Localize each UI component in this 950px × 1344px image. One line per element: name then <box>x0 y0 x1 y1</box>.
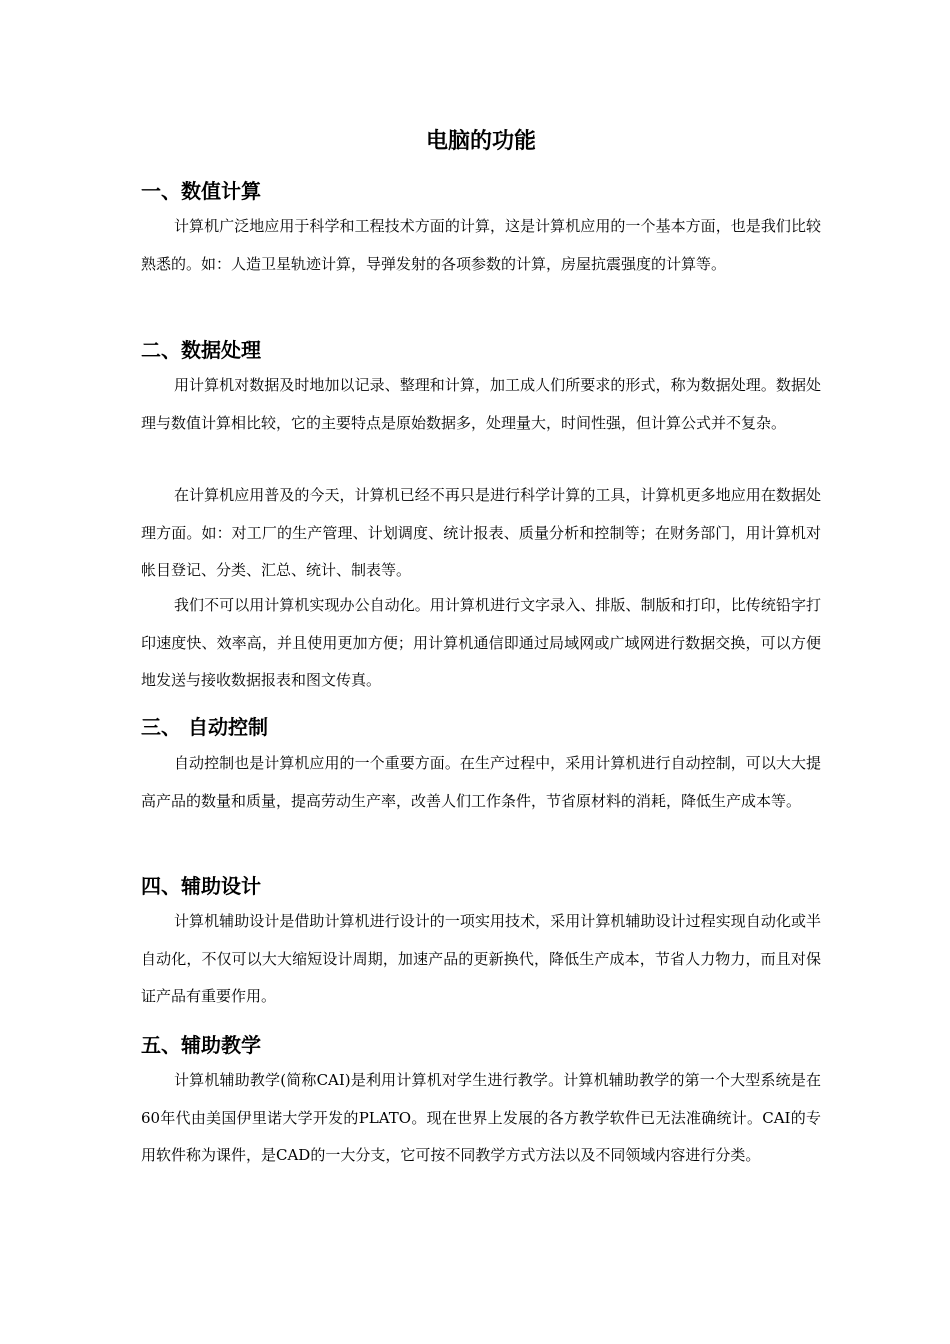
paragraph-data-processing-2: 在计算机应用普及的今天，计算机已经不再只是进行科学计算的工具，计算机更多地应用在数据处理方面。如：对工厂的生产管理、计划调度、统计报表、质量分析和控制等；在财务部门，用计算机对帐目登记、分类、汇总、统计、制表等。 <box>141 486 821 579</box>
paragraph-data-processing-3: 我们不可以用计算机实现办公自动化。用计算机进行文字录入、排版、制版和打印，比传统铅字打印速度快、效率高，并且使用更加方便；用计算机通信即通过局域网或广域网进行数据交换，可以方便地发送与接收数据报表和图文传真。 <box>141 596 821 689</box>
paragraph-automatic-control: 自动控制也是计算机应用的一个重要方面。在生产过程中，采用计算机进行自动控制，可以大大提高产品的数量和质量，提高劳动生产率，改善人们工作条件，节省原材料的消耗，降低生产成本等。 <box>141 754 821 810</box>
section-heading-computer-aided-design: 四、辅助设计 <box>141 874 261 898</box>
paragraph-numeric-computation: 计算机广泛地应用于科学和工程技术方面的计算，这是计算机应用的一个基本方面，也是我们比较熟悉的。如：人造卫星轨迹计算，导弹发射的各项参数的计算，房屋抗震强度的计算等。 <box>141 217 821 273</box>
document-title: 电脑的功能 <box>425 129 536 154</box>
section-heading-automatic-control: 三、 自动控制 <box>141 715 268 739</box>
section-heading-data-processing: 二、数据处理 <box>141 338 261 362</box>
paragraph-computer-aided-design: 计算机辅助设计是借助计算机进行设计的一项实用技术，采用计算机辅助设计过程实现自动化或半自动化，不仅可以大大缩短设计周期，加速产品的更新换代，降低生产成本，节省人力物力，而且对保证产品有重要作用。 <box>141 912 821 1005</box>
paragraph-data-processing-1: 用计算机对数据及时地加以记录、整理和计算，加工成人们所要求的形式，称为数据处理。数据处理与数值计算相比较，它的主要特点是原始数据多，处理量大，时间性强，但计算公式并不复杂。 <box>141 376 821 432</box>
paragraph-computer-aided-instruction: 计算机辅助教学(简称CAI)是利用计算机对学生进行教学。计算机辅助教学的第一个大型系统是在60年代由美国伊里诺大学开发的PLATO。现在世界上发展的各方教学软件已无法准确统计。CAI的专用软件称为课件，是CAD的一大分支，它可按不同教学方式方法以及不同领域内容进行分类。 <box>141 1071 821 1164</box>
section-heading-numeric-computation: 一、数值计算 <box>141 179 261 203</box>
section-heading-computer-aided-instruction: 五、辅助教学 <box>141 1033 261 1057</box>
